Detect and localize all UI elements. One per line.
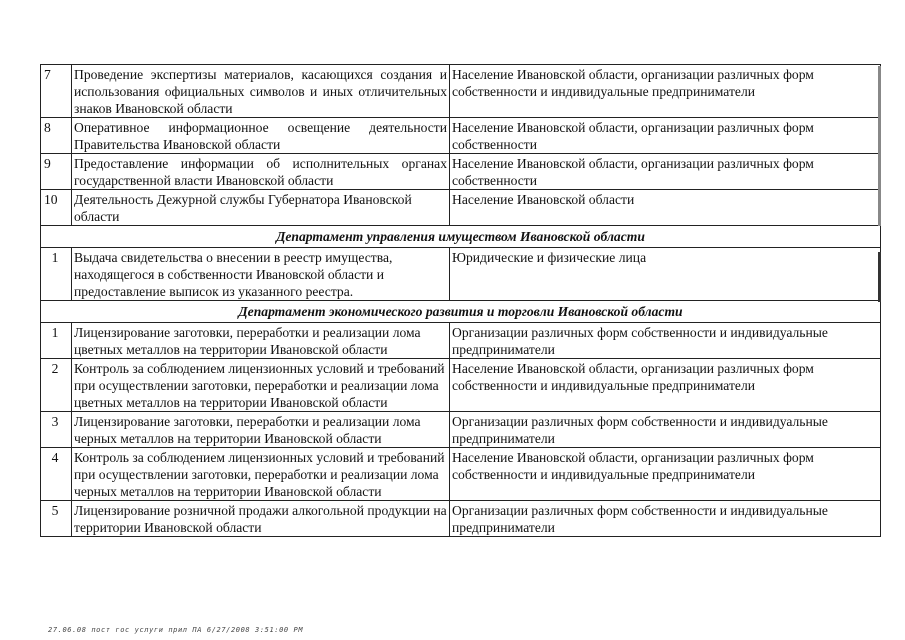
row-number: 9 xyxy=(41,154,72,190)
department-header-row xyxy=(41,226,881,248)
table-row xyxy=(41,323,881,359)
document-page xyxy=(40,64,880,537)
row-number: 1 xyxy=(41,248,72,301)
document-footer: 27.06.08 пост гос услуги прил ПА 6/27/2008 3:51:00 PM xyxy=(48,626,304,634)
service-name: Лицензирование заготовки, переработки и реализации лома цветных металлов на территории Ивановской области xyxy=(72,323,450,359)
service-name: Деятельность Дежурной службы Губернатора Ивановской области xyxy=(72,190,450,226)
service-name: Выдача свидетельства о внесении в реестр имущества, находящегося в собственности Ивановской области и предоставление выписок из указанного реестра. xyxy=(72,248,450,301)
service-name: Оперативное информационное освещение деятельности Правительства Ивановской области xyxy=(72,118,450,154)
table-row xyxy=(41,190,881,226)
service-recipients: Организации различных форм собственности и индивидуальные предприниматели xyxy=(450,323,881,359)
table-row xyxy=(41,359,881,412)
service-recipients: Организации различных форм собственности и индивидуальные предприниматели xyxy=(450,412,881,448)
department-header-row xyxy=(41,301,881,323)
service-name: Проведение экспертизы материалов, касающихся создания и использования официальных символов и иных отличительных знаков Ивановской области xyxy=(72,65,450,118)
table-row xyxy=(41,118,881,154)
table-row xyxy=(41,448,881,501)
service-name: Лицензирование розничной продажи алкогольной продукции на территории Ивановской области xyxy=(72,501,450,537)
table-row xyxy=(41,501,881,537)
service-recipients: Население Ивановской области, организации различных форм собственности и индивидуальные предприниматели xyxy=(450,448,881,501)
scan-edge-mark xyxy=(878,66,881,226)
service-name: Контроль за соблюдением лицензионных условий и требований при осуществлении заготовки, переработки и реализации лома черных металлов на территории Ивановской области xyxy=(72,448,450,501)
row-number: 10 xyxy=(41,190,72,226)
service-recipients: Население Ивановской области, организации различных форм собственности xyxy=(450,154,881,190)
service-recipients: Население Ивановской области, организации различных форм собственности xyxy=(450,118,881,154)
service-name: Лицензирование заготовки, переработки и реализации лома черных металлов на территории Ивановской области xyxy=(72,412,450,448)
service-recipients: Население Ивановской области, организации различных форм собственности и индивидуальные предприниматели xyxy=(450,359,881,412)
department-title: Департамент управления имуществом Ивановской области xyxy=(41,226,881,248)
row-number: 8 xyxy=(41,118,72,154)
scan-edge-mark xyxy=(878,252,881,302)
service-name: Предоставление информации об исполнительных органах государственной власти Ивановской области xyxy=(72,154,450,190)
service-recipients: Население Ивановской области, организации различных форм собственности и индивидуальные предприниматели xyxy=(450,65,881,118)
row-number: 7 xyxy=(41,65,72,118)
service-name: Контроль за соблюдением лицензионных условий и требований при осуществлении заготовки, переработки и реализации лома цветных металлов на территории Ивановской области xyxy=(72,359,450,412)
service-recipients: Организации различных форм собственности и индивидуальные предприниматели xyxy=(450,501,881,537)
table-row xyxy=(41,65,881,118)
row-number: 5 xyxy=(41,501,72,537)
table-row xyxy=(41,248,881,301)
table-row xyxy=(41,154,881,190)
row-number: 2 xyxy=(41,359,72,412)
row-number: 3 xyxy=(41,412,72,448)
service-recipients: Юридические и физические лица xyxy=(450,248,881,301)
service-recipients: Население Ивановской области xyxy=(450,190,881,226)
row-number: 1 xyxy=(41,323,72,359)
services-table xyxy=(40,64,881,537)
department-title: Департамент экономического развития и торговли Ивановской области xyxy=(41,301,881,323)
table-row xyxy=(41,412,881,448)
row-number: 4 xyxy=(41,448,72,501)
